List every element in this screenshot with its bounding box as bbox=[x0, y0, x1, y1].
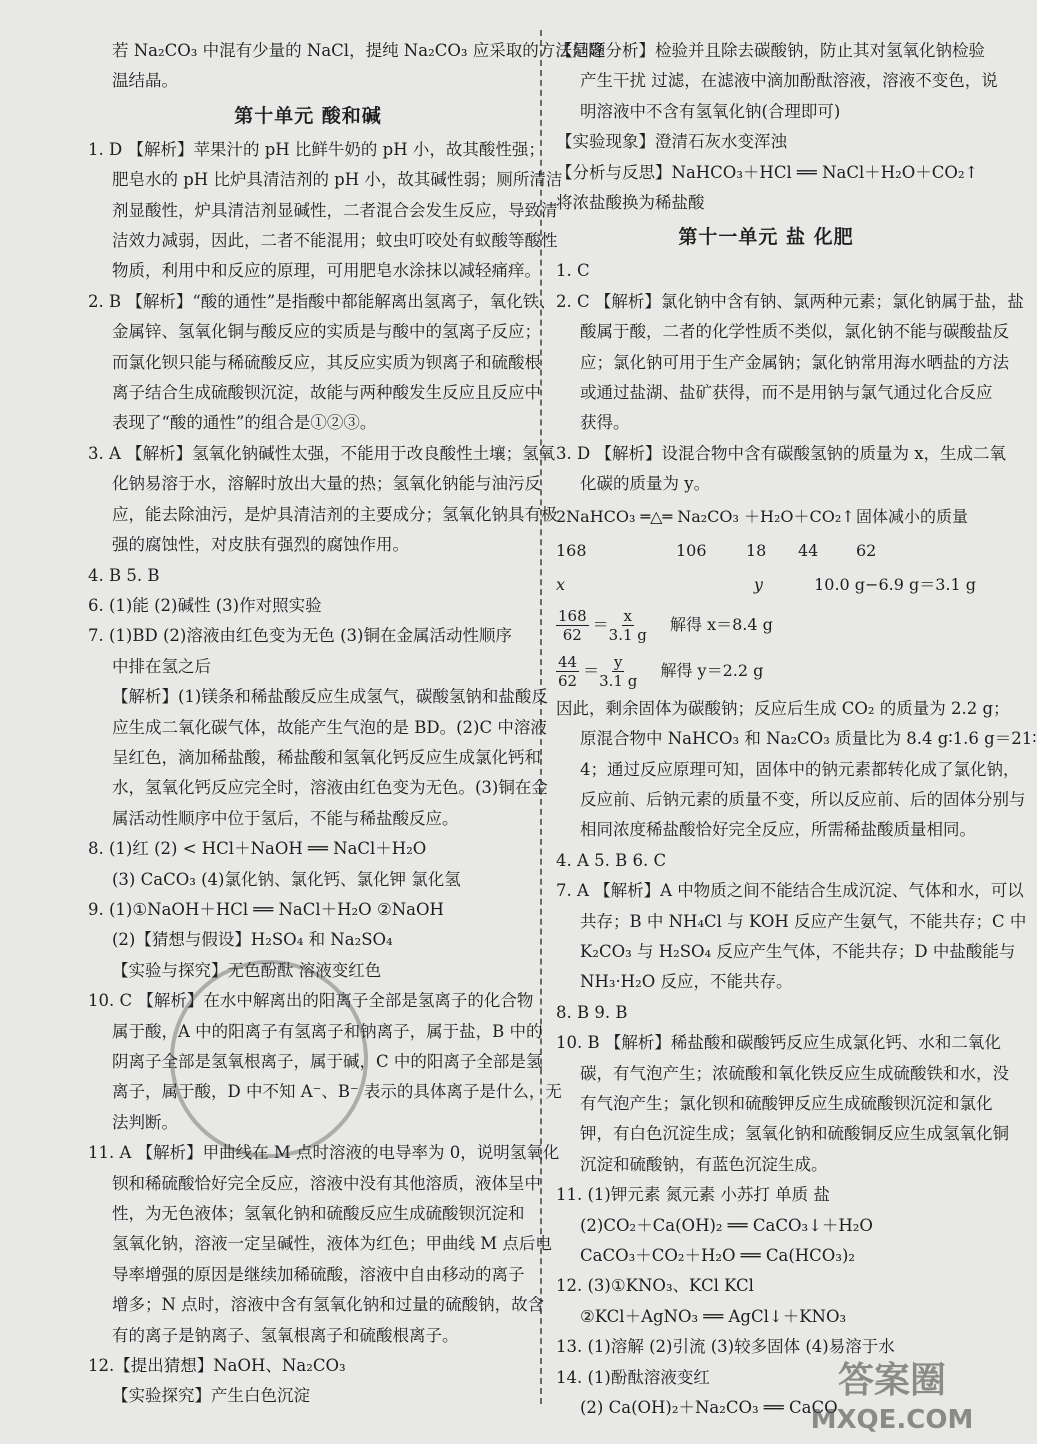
answer-line: 表现了“酸的通性”的组合是①②③。 bbox=[112, 413, 377, 433]
answer-line: 2. B 【解析】“酸的通性”是指酸中都能解离出氢离子，氧化铁、 bbox=[88, 291, 556, 311]
answer-line: 原混合物中 NaHCO₃ 和 Na₂CO₃ 质量比为 8.4 g∶1.6 g＝21∶ bbox=[580, 729, 1037, 749]
answer-line: 反应前、后钠元素的质量不变，所以反应前、后的固体分别与 bbox=[580, 789, 1026, 809]
answer-line: 剂显酸性，炉具清洁剂显碱性，二者混合会发生反应，导致清 bbox=[112, 200, 558, 220]
right-column bbox=[556, 36, 1037, 1423]
answer-line: 洁效力减弱，因此，二者不能混用；蚊虫叮咬处有蚁酸等酸性 bbox=[112, 231, 558, 251]
answer-line: 获得。 bbox=[580, 413, 630, 433]
answer-line: 钾，有白色沉淀生成；氢氧化钠和硫酸铜反应生成氢氧化铜 bbox=[580, 1124, 1009, 1144]
answer-line: K₂CO₃ 与 H₂SO₄ 反应产生气体，不能共存；D 中盐酸能与 bbox=[580, 941, 1016, 961]
fraction-line: $\frac{44}{62}$ ＝ $\frac{y}{3.1 g}$ 解得 y＝2.2 g bbox=[558, 652, 764, 690]
answer-line: 7. A 【解析】A 中物质之间不能结合生成沉淀、气体和水，可以 bbox=[556, 881, 1024, 901]
answer-line: 应；氯化钠可用于生产金属钠；氯化钠常用海水晒盐的方法 bbox=[580, 352, 1009, 372]
answer-line: 阴离子全部是氢氧根离子，属于碱，C 中的阳离子全部是氢 bbox=[112, 1052, 543, 1071]
unit-10-title: 第十单元 酸和碱 bbox=[234, 104, 382, 127]
answer-line: 共存；B 中 NH₄Cl 与 KOH 反应产生氨气，不能共存；C 中 bbox=[580, 911, 1027, 931]
answer-line: 酸属于酸，二者的化学性质不类似，氯化钠不能与碳酸盐反 bbox=[580, 322, 1009, 342]
answer-line: 化钠易溶于水，溶解时放出大量的热；氢氧化钠能与油污反 bbox=[112, 474, 541, 494]
answer-line: 有的离子是钠离子、氢氧根离子和硫酸根离子。 bbox=[112, 1325, 459, 1345]
answer-line: CaCO₃＋CO₂＋H₂O ══ Ca(HCO₃)₂ bbox=[580, 1246, 855, 1265]
answer-line: 12.【提出猜想】NaOH、Na₂CO₃ bbox=[88, 1356, 346, 1376]
answer-item bbox=[88, 561, 528, 591]
answer-line: 1. C bbox=[556, 261, 590, 281]
answer-line: 属于酸，A 中的阳离子有氢离子和钠离子，属于盐，B 中的 bbox=[112, 1021, 543, 1041]
answer-item bbox=[556, 256, 976, 286]
answer-line: 14. (1)酚酞溶液变红 bbox=[556, 1367, 710, 1387]
answer-line: ②KCl＋AgNO₃ ══ AgCl↓＋KNO₃ bbox=[580, 1306, 847, 1326]
answer-line: 8. (1)红 (2) < HCl＋NaOH ══ NaCl＋H₂O bbox=[88, 839, 427, 859]
answer-item bbox=[556, 1028, 1009, 1180]
intro-line: 【实验现象】澄清石灰水变浑浊 bbox=[556, 132, 787, 152]
right-answer-list-a bbox=[556, 256, 1024, 499]
answer-line: 沉淀和硫酸钠，有蓝色沉淀生成。 bbox=[580, 1154, 828, 1174]
answer-line: 离子，属于酸，D 中不知 A⁻、B⁻ 表示的具体离子是什么，无 bbox=[112, 1082, 562, 1102]
answer-line: 【实验探究】产生白色沉淀 bbox=[112, 1386, 310, 1406]
answer-item bbox=[556, 694, 1037, 846]
mass-value: 18 bbox=[746, 540, 767, 560]
answer-item bbox=[88, 1138, 560, 1351]
answer-line: 金属锌、氢氧化铜与酸反应的实质是与酸中的氢离子反应； bbox=[112, 322, 541, 342]
left-answer-list bbox=[88, 135, 563, 1412]
answer-line: 3. D 【解析】设混合物中含有碳酸氢钠的质量为 x，生成二氧 bbox=[556, 443, 1007, 463]
answer-line: 增多；N 点时，溶液中含有氢氧化钠和过量的硫酸钠，故含 bbox=[112, 1295, 545, 1315]
answer-item bbox=[88, 439, 558, 561]
answer-line: 呈红色，滴加稀盐酸，稀盐酸和氢氧化钙反应生成氯化钙和 bbox=[112, 747, 541, 767]
answer-line: 10. B 【解析】稀盐酸和碳酸钙反应生成氯化钙、水和二氧化 bbox=[556, 1033, 1001, 1053]
right-answer-list-b bbox=[556, 694, 1037, 1424]
answer-line: 4. B 5. B bbox=[88, 565, 160, 585]
answer-item bbox=[88, 621, 548, 834]
answer-line: 化碳的质量为 y。 bbox=[580, 474, 711, 494]
answer-line: 11. A 【解析】甲曲线在 M 点时溶液的电导率为 0，说明氢氧化 bbox=[88, 1143, 560, 1163]
answer-item bbox=[556, 1271, 976, 1332]
equation: 2NaHCO₃ ═△═ Na₂CO₃ ＋H₂O＋CO₂↑ bbox=[556, 506, 855, 526]
answer-item bbox=[88, 591, 528, 621]
answer-line: 或通过盐湖、盐矿获得，而不是用钠与氯气通过化合反应 bbox=[580, 383, 993, 403]
answer-line: 9. (1)①NaOH＋HCl ══ NaCl＋H₂O ②NaOH bbox=[88, 899, 444, 919]
mass-value: 168 bbox=[556, 540, 587, 560]
mass-difference: 10.0 g−6.9 g＝3.1 g bbox=[814, 574, 976, 594]
intro-line: 明溶液中不含有氢氧化钠(合理即可) bbox=[580, 101, 841, 121]
watermark-logo bbox=[792, 1348, 992, 1438]
answer-line: 物质，利用中和反应的原理，可用肥皂水涂抹以减轻痛痒。 bbox=[112, 261, 541, 281]
solution-text: 解得 x＝8.4 g bbox=[669, 614, 773, 634]
mass-row bbox=[556, 534, 976, 568]
answer-line: 10. C 【解析】在水中解离出的阳离子全部是氢离子的化合物 bbox=[88, 991, 534, 1011]
answer-line: 13. (1)溶解 (2)引流 (3)较多固体 (4)易溶于水 bbox=[556, 1337, 895, 1357]
right-intro bbox=[556, 36, 998, 218]
answer-line: 氢氧化钠，溶液一定呈碱性，液体为红色；甲曲线 M 点后电 bbox=[112, 1234, 552, 1254]
solution-text: 解得 y＝2.2 g bbox=[660, 660, 764, 680]
answer-line: 相同浓度稀盐酸恰好完全反应，所需稀盐酸质量相同。 bbox=[580, 820, 976, 840]
answer-item bbox=[556, 846, 976, 876]
answer-line: (2)【猜想与假设】H₂SO₄ 和 Na₂SO₄ bbox=[112, 930, 393, 950]
answer-item bbox=[556, 876, 1027, 998]
answer-line: 强的腐蚀性，对皮肤有强烈的腐蚀作用。 bbox=[112, 535, 409, 555]
answer-line: 离子结合生成硫酸钡沉淀，故能与两种酸发生反应且反应中 bbox=[112, 383, 541, 403]
intro-line: 若 Na₂CO₃ 中混有少量的 NaCl，提纯 Na₂CO₃ 应采取的方法是降 bbox=[112, 41, 605, 60]
answer-item bbox=[556, 287, 1024, 439]
mass-value: 44 bbox=[798, 540, 819, 560]
fraction-line: $\frac{168}{62}$ ＝ $\frac{x}{3.1 g}$ 解得 x＝8.4 g bbox=[558, 606, 773, 644]
answer-line: (2) Ca(OH)₂＋Na₂CO₃ ══ CaCO bbox=[580, 1398, 838, 1418]
watermark-url: MXQE.COM bbox=[810, 1405, 974, 1435]
intro-line: 【问题分析】检验并且除去碳酸钠，防止其对氢氧化钠检验 bbox=[556, 41, 985, 60]
answer-line: 【解析】(1)镁条和稀盐酸反应生成氢气，碳酸氢钠和盐酸反 bbox=[112, 687, 548, 707]
mass-value: 106 bbox=[676, 540, 707, 560]
unit-11-title: 第十一单元 盐 化肥 bbox=[678, 226, 854, 249]
answer-line: 应，能去除油污，是炉具清洁剂的主要成分；氢氧化钠具有极 bbox=[112, 504, 558, 524]
answer-line: (3) CaCO₃ (4)氯化钠、氯化钙、氯化钾 氯化氢 bbox=[112, 869, 461, 889]
answer-item bbox=[556, 439, 1007, 500]
answer-line: 12. (3)①KNO₃、KCl KCl bbox=[556, 1276, 754, 1296]
intro-line: 产生干扰 过滤，在滤液中滴加酚酞溶液，溶液不变色，说 bbox=[580, 71, 998, 91]
answer-line: 法判断。 bbox=[112, 1112, 178, 1132]
answer-item bbox=[556, 1180, 976, 1271]
answer-line: 因此，剩余固体为碳酸钠；反应后生成 CO₂ 的质量为 2.2 g； bbox=[556, 698, 1010, 718]
unknown-var: x bbox=[556, 574, 566, 594]
answer-item bbox=[556, 998, 976, 1028]
answer-line: 7. (1)BD (2)溶液由红色变为无色 (3)铜在金属活动性顺序 bbox=[88, 626, 512, 646]
answer-line: 应生成二氧化碳气体，故能产生气泡的是 BD。(2)C 中溶液 bbox=[112, 717, 547, 737]
unknown-row bbox=[556, 568, 976, 602]
answer-line: 4；通过反应原理可知，固体中的钠元素都转化成了氯化钠， bbox=[580, 759, 1020, 779]
answer-line: 1. D 【解析】苹果汁的 pH 比鲜牛奶的 pH 小，故其酸性强； bbox=[88, 139, 545, 159]
answer-line: 导率增强的原因是继续加稀硫酸，溶液中自由移动的离子 bbox=[112, 1264, 525, 1284]
intro-line: 将浓盐酸换为稀盐酸 bbox=[556, 193, 705, 213]
equation-row bbox=[556, 500, 976, 534]
answer-item bbox=[88, 1351, 528, 1412]
answer-line: 水，氢氧化钙反应完全时，溶液由红色变为无色。(3)铜在金 bbox=[112, 778, 548, 798]
answer-line: 性，为无色液体；氢氧化钠和硫酸反应生成硫酸钡沉淀和 bbox=[112, 1204, 525, 1224]
answer-item bbox=[88, 287, 556, 439]
answer-line: 属活动性顺序中位于氢后，不能与稀盐酸反应。 bbox=[112, 808, 459, 828]
watermark-logo-text: 答案圈 bbox=[837, 1360, 947, 1401]
answer-line: 而氯化钡只能与稀硫酸反应，其反应实质为钡离子和硫酸根 bbox=[112, 352, 541, 372]
answer-line: 有气泡产生；氯化钡和硫酸钾反应生成硫酸钡沉淀和氯化 bbox=[580, 1093, 993, 1113]
chemical-equation-block bbox=[556, 500, 976, 694]
answer-item bbox=[88, 834, 528, 895]
answer-line: 2. C 【解析】氯化钠中含有钠、氯两种元素；氯化钠属于盐，盐 bbox=[556, 291, 1024, 311]
answer-line: NH₃·H₂O 反应，不能共存。 bbox=[580, 972, 793, 992]
answer-line: 中排在氢之后 bbox=[112, 656, 211, 676]
answer-line: 碳，有气泡产生；浓硫酸和氧化铁反应生成硫酸铁和水，没 bbox=[580, 1063, 1009, 1083]
mass-value: 62 bbox=[856, 540, 877, 560]
answer-line: 8. B 9. B bbox=[556, 1002, 628, 1022]
answer-item bbox=[88, 135, 563, 287]
unknown-var: y bbox=[753, 574, 763, 594]
answer-line: 6. (1)能 (2)碱性 (3)作对照实验 bbox=[88, 595, 322, 615]
answer-line: 【实验与探究】无色酚酞 溶液变红色 bbox=[112, 960, 382, 980]
answer-line: 钡和稀硫酸恰好完全反应，溶液中没有其他溶质，液体呈中 bbox=[112, 1173, 541, 1193]
answer-line: 3. A 【解析】氢氧化钠碱性太强，不能用于改良酸性土壤；氢氧 bbox=[88, 443, 556, 463]
answer-line: (2)CO₂＋Ca(OH)₂ ══ CaCO₃↓＋H₂O bbox=[580, 1215, 873, 1235]
intro-line: 温结晶。 bbox=[112, 71, 178, 91]
answer-line: 11. (1)钾元素 氮元素 小苏打 单质 盐 bbox=[556, 1185, 830, 1205]
intro-line: 【分析与反思】NaHCO₃＋HCl ══ NaCl＋H₂O＋CO₂↑ bbox=[556, 162, 979, 182]
equation-note: 固体减小的质量 bbox=[856, 506, 969, 526]
answer-line: 4. A 5. B 6. C bbox=[556, 850, 667, 870]
answer-line: 肥皂水的 pH 比炉具清洁剂的 pH 小，故其碱性弱；厕所清洁 bbox=[112, 170, 563, 190]
